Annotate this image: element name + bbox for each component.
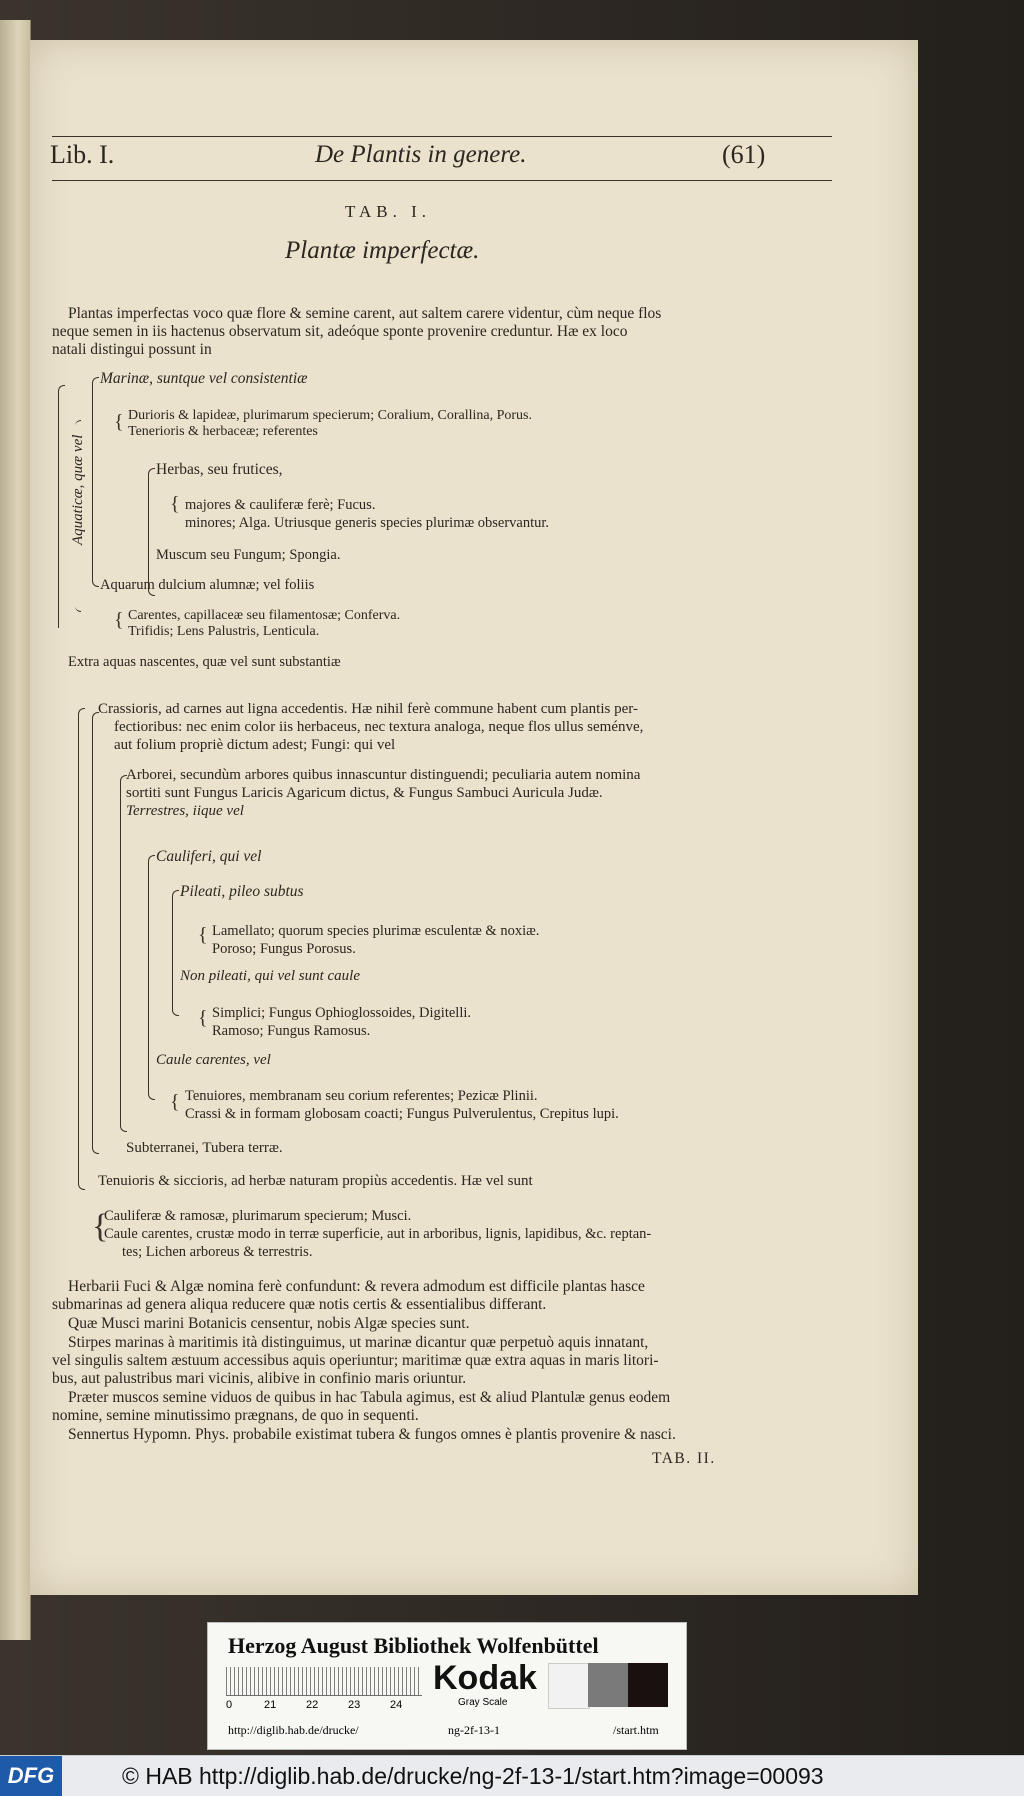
brace-level-0 bbox=[58, 385, 65, 628]
header-page-number: (61) bbox=[722, 140, 766, 169]
tree-minores: minores; Alga. Utriusque generis species plurimæ observantur. bbox=[185, 515, 550, 531]
brace-extra-outer bbox=[78, 708, 85, 1190]
tree-pileati: Pileati, pileo subtus bbox=[180, 883, 304, 900]
library-label-card bbox=[207, 1622, 687, 1750]
gray-patch-white bbox=[548, 1663, 590, 1709]
tree-simplici: Simplici; Fungus Ophioglossoides, Digitelli. bbox=[212, 1005, 472, 1021]
tree-caule-carentes: Caule carentes, vel bbox=[156, 1052, 271, 1068]
brace-fungi bbox=[120, 775, 127, 1132]
tree-marinae: Marinæ, suntque vel consistentiæ bbox=[100, 370, 308, 387]
curly-brace-1: { bbox=[114, 411, 124, 433]
intro-line-3: natali distingui possunt in bbox=[52, 341, 212, 358]
tree-aquarum: Aquarum dulcium alumnæ; vel foliis bbox=[100, 577, 315, 593]
library-name: Herzog August Bibliothek Wolfenbüttel bbox=[228, 1633, 599, 1658]
dfg-logo: DFG bbox=[0, 1756, 62, 1796]
header-lib: Lib. I. bbox=[50, 140, 115, 169]
ruler-22: 22 bbox=[306, 1699, 319, 1711]
kodak-sub: Gray Scale bbox=[458, 1697, 508, 1708]
tree-caule-carentes-2: Caule carentes, crustæ modo in terræ superficie, aut in arboribus, lignis, lapidibus, &c. reptan- bbox=[104, 1226, 652, 1242]
tree-terrestres: Terrestres, iique vel bbox=[126, 803, 244, 819]
intro-line-1: Plantas imperfectas voco quæ flore & semine carent, aut saltem carere videntur, cùm neque flos bbox=[68, 305, 662, 322]
header-rule-top bbox=[52, 136, 832, 137]
tree-crassi: Crassi & in formam globosam coacti; Fungus Pulverulentus, Crepitus lupi. bbox=[185, 1106, 619, 1122]
tree-tenuiores: Tenuiores, membranam seu corium referentes; Pezicæ Plinii. bbox=[185, 1088, 538, 1104]
curly-brace-5: { bbox=[198, 1007, 208, 1029]
tree-cauliferae: Cauliferæ & ramosæ, plurimarum specierum; Musci. bbox=[104, 1208, 412, 1224]
header-rule-bottom bbox=[52, 180, 832, 181]
crassioris-2: fectioribus: nec enim color iis herbaceus, nec textura analoga, neque flos ullus seménve, bbox=[114, 719, 644, 735]
tree-extra: Extra aquas nascentes, quæ vel sunt substantiæ bbox=[68, 654, 341, 670]
brace-aquaticae bbox=[92, 377, 99, 587]
curly-brace-6: { bbox=[170, 1091, 180, 1113]
header-title: De Plantis in genere. bbox=[315, 141, 527, 168]
ruler-24: 24 bbox=[390, 1699, 403, 1711]
intro-line-2: neque semen in iis hactenus observatum sit, adeóque sponte provenire creduntur. Hæ ex loco bbox=[52, 323, 628, 340]
tree-cauliferi: Cauliferi, qui vel bbox=[156, 848, 262, 865]
gray-patch-mid bbox=[588, 1663, 628, 1707]
note-line-2: submarinas ad genera aliqua reducere quæ notis certis & essentialibus differant. bbox=[52, 1296, 547, 1313]
brace-cauliferi bbox=[172, 890, 179, 1016]
brace-terrestres bbox=[148, 855, 155, 1100]
tree-tenuioris: Tenuioris & siccioris, ad herbæ naturam propiùs accedentis. Hæ vel sunt bbox=[98, 1173, 533, 1189]
book-page bbox=[30, 40, 918, 1595]
arborei-1: Arborei, secundùm arbores quibus innascuntur distinguendi; peculiaria autem nomina bbox=[126, 767, 641, 783]
brace-crassioris bbox=[92, 712, 99, 1154]
note-line-5: vel singulis saltem æstuum accessibus aquis operiuntur; maritimæ quæ extra aquas in maris litori- bbox=[52, 1352, 659, 1369]
curly-brace-4: { bbox=[198, 924, 208, 946]
tree-non-pileati: Non pileati, qui vel sunt caule bbox=[180, 968, 360, 984]
label-file: /start.htm bbox=[613, 1723, 659, 1737]
tree-carentes: Carentes, capillaceæ seu filamentosæ; Conferva. bbox=[128, 608, 401, 623]
gray-patch-black bbox=[628, 1663, 668, 1707]
copyright-link[interactable]: © HAB http://diglib.hab.de/drucke/ng-2f-13-1/start.htm?image=00093 bbox=[122, 1763, 824, 1789]
curly-brace-3: { bbox=[114, 609, 124, 631]
curly-brace-2: { bbox=[170, 493, 180, 515]
table-title: Plantæ imperfectæ. bbox=[285, 237, 480, 264]
facing-page-edge bbox=[0, 20, 31, 1640]
label-url: http://diglib.hab.de/drucke/ bbox=[228, 1723, 359, 1737]
catchword: TAB. II. bbox=[652, 1450, 716, 1467]
crassioris-3: aut folium propriè dictum adest; Fungi: qui vel bbox=[114, 737, 396, 753]
tree-trifidis: Trifidis; Lens Palustris, Lenticula. bbox=[128, 624, 320, 639]
note-line-1: Herbarii Fuci & Algæ nomina ferè confundunt: & revera admodum est difficile plantas hasce bbox=[68, 1278, 645, 1295]
table-heading: TAB. I. bbox=[345, 202, 432, 221]
crassioris-1: Crassioris, ad carnes aut ligna accedentis. Hæ nihil ferè commune habent cum plantis per- bbox=[98, 701, 638, 717]
ruler-21: 21 bbox=[264, 1699, 277, 1711]
tree-tenerioris: Tenerioris & herbaceæ; referentes bbox=[128, 424, 318, 439]
note-line-3: Quæ Musci marini Botanicis censentur, nobis Algæ species sunt. bbox=[68, 1315, 470, 1332]
tree-ramoso: Ramoso; Fungus Ramosus. bbox=[212, 1023, 371, 1039]
curly-brace-7: { bbox=[92, 1208, 109, 1245]
ruler-23: 23 bbox=[348, 1699, 361, 1711]
note-line-4: Stirpes marinas à maritimis ità distinguimus, ut marinæ dicantur quæ perpetuò aquis innatant, bbox=[68, 1334, 649, 1351]
note-line-9: Sennertus Hypomn. Phys. probabile existimat tubera & fungos omnes è plantis provenire & nasci. bbox=[68, 1426, 676, 1443]
note-line-6: bus, aut palustribus mari vicinis, alibive in confinio maris oriuntur. bbox=[52, 1370, 467, 1387]
tree-poroso: Poroso; Fungus Porosus. bbox=[212, 941, 356, 957]
tree-muscum: Muscum seu Fungum; Spongia. bbox=[156, 547, 341, 563]
note-line-7: Præter muscos semine viduos de quibus in hac Tabula agimus, est & aliud Plantulæ genus eodem bbox=[68, 1389, 671, 1406]
tree-subterranei: Subterranei, Tubera terræ. bbox=[126, 1140, 283, 1156]
note-line-8: nomine, semine minutissimo prægnans, de quo in sequenti. bbox=[52, 1407, 419, 1424]
arborei-2: sortiti sunt Fungus Laricis Agaricum dictus, & Fungus Sambuci Auricula Judæ. bbox=[126, 785, 603, 801]
kodak-brand: Kodak bbox=[433, 1659, 537, 1697]
tree-durioris: Durioris & lapideæ, plurimarum specierum; Coralium, Corallina, Porus. bbox=[128, 408, 532, 423]
tree-lamellato: Lamellato; quorum species plurimæ esculentæ & noxiæ. bbox=[212, 923, 540, 939]
label-shelf: ng-2f-13-1 bbox=[448, 1723, 500, 1737]
viewer-footer bbox=[0, 1755, 1024, 1796]
tree-tes: tes; Lichen arboreus & terrestris. bbox=[122, 1244, 313, 1260]
aquaticae-label: Aquaticæ, quæ vel bbox=[70, 434, 86, 545]
tree-herbas: Herbas, seu frutices, bbox=[156, 461, 283, 478]
ruler-scale bbox=[226, 1667, 422, 1696]
tree-majores: majores & cauliferæ ferè; Fucus. bbox=[185, 497, 376, 513]
ruler-0: 0 bbox=[226, 1699, 233, 1711]
